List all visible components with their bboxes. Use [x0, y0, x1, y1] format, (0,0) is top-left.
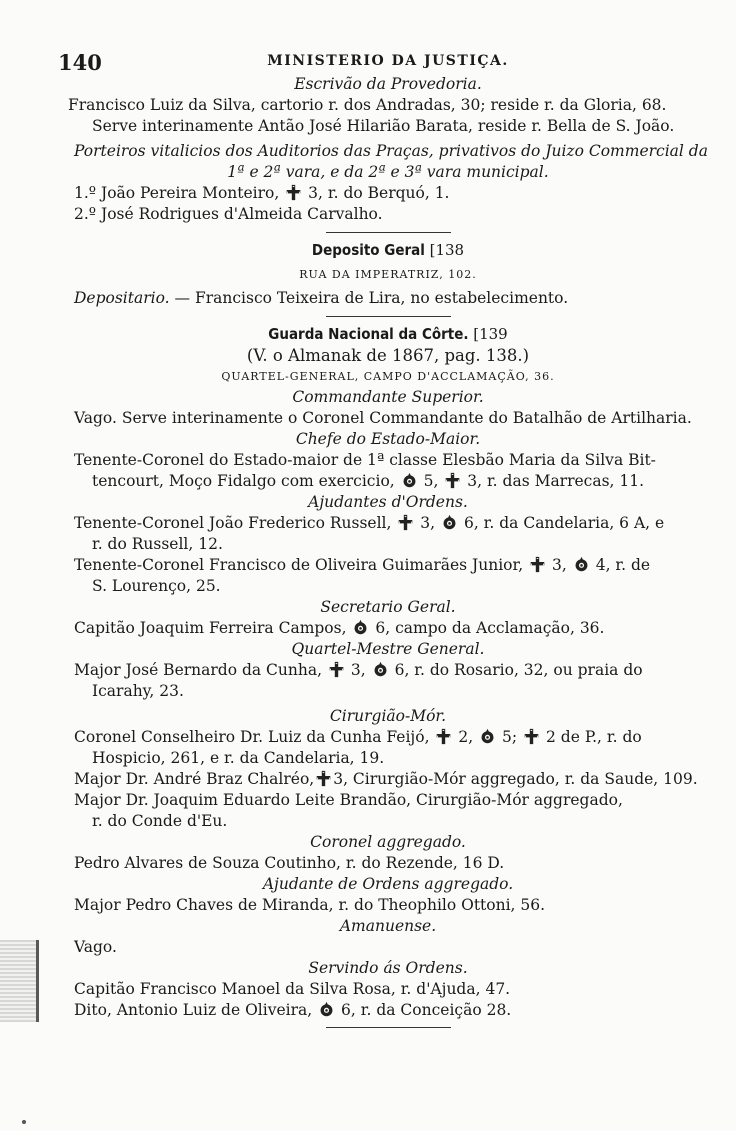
porteiros-entry-2: 2.º José Rodrigues d'Almeida Carvalho. — [74, 205, 383, 223]
secretario-name: Capitão Joaquim Ferreira Campos, — [74, 619, 347, 637]
order-rose-icon — [573, 556, 590, 573]
quartel-name: Major José Bernardo da Cunha, — [74, 661, 323, 679]
chefe-line-2-text: tencourt, Moço Fidalgo com exercicio, — [92, 472, 395, 490]
quartel-address: 6, r. do Rosario, 32, ou praia do — [394, 661, 643, 679]
provedoria-heading: Escrivão da Provedoria. — [294, 75, 482, 93]
order-rose-icon — [441, 514, 458, 531]
commandante-text: Vago. Serve interinamente o Coronel Commandante do Batalhão de Artilharia. — [74, 409, 692, 427]
cirurgiao-2-name: Major Dr. André Braz Chalréo, — [74, 770, 315, 788]
deposito-number: [138 — [429, 241, 465, 259]
order-cross-icon — [523, 728, 540, 745]
provedoria-line-1: Francisco Luiz da Silva, cartorio r. dos Andradas, 30; reside r. da Gloria, 68. — [68, 96, 667, 114]
cirurgiao-heading: Cirurgião-Mór. — [329, 707, 447, 725]
cirurgiao-2 — [74, 769, 702, 790]
order-rose-icon — [352, 619, 369, 636]
order-cross-icon — [397, 514, 414, 531]
commandante-heading: Commandante Superior. — [292, 388, 484, 406]
chefe-rose-grade: 5, — [423, 472, 439, 490]
cirurgiao-1-address: 2 de P., r. do — [546, 728, 642, 746]
cirurgiao-1 — [74, 727, 702, 748]
secretario-address: 6, campo da Acclamação, 36. — [375, 619, 605, 637]
page-mark — [22, 1120, 26, 1124]
order-rose-icon — [479, 728, 496, 745]
deposito-title: Deposito Geral — [311, 241, 425, 259]
secretario-heading: Secretario Geral. — [320, 598, 456, 616]
document-page — [58, 50, 708, 1035]
cirurgiao-1-rose-grade: 5; — [502, 728, 518, 746]
library-stamp-edge — [0, 940, 39, 1022]
order-cross-icon — [315, 770, 332, 787]
ajudantes-heading: Ajudantes d'Ordens. — [308, 493, 468, 511]
deposito-address: RUA DA IMPERATRIZ, 102. — [299, 268, 477, 281]
order-rose-icon — [401, 472, 418, 489]
ajudante-1-address: 6, r. da Candelaria, 6 A, e — [463, 514, 665, 532]
porteiros-entry-1 — [74, 183, 702, 204]
ajudante-2-address: 4, r. de — [595, 556, 651, 574]
quartel-cross-grade: 3, — [350, 661, 366, 679]
page-number: 140 — [58, 50, 102, 75]
order-cross-icon — [435, 728, 452, 745]
section-divider — [326, 232, 451, 233]
ajudante-aggregado-text: Major Pedro Chaves de Miranda, r. do Theophilo Ottoni, 56. — [74, 896, 546, 914]
ajudante-1-name: Tenente-Coronel João Frederico Russell, — [74, 514, 392, 532]
servindo-1: Capitão Francisco Manoel da Silva Rosa, r. d'Ajuda, 47. — [74, 980, 511, 998]
provedoria-line-2: Serve interinamente Antão José Hilarião Barata, reside r. Bella de S. João. — [92, 117, 675, 135]
amanuense-heading: Amanuense. — [339, 917, 437, 935]
guarda-number: [139 — [473, 325, 508, 343]
coronel-text: Pedro Alvares de Souza Coutinho, r. do Rezende, 16 D. — [74, 854, 505, 872]
chefe-address: 3, r. das Marrecas, 11. — [467, 472, 645, 490]
ajudante-1-line-2: r. do Russell, 12. — [92, 535, 223, 553]
guarda-reference: (V. o Almanak de 1867, pag. 138.) — [246, 346, 530, 365]
cirurgiao-3-line-1: Major Dr. Joaquim Eduardo Leite Brandão, Cirurgião-Mór aggregado, — [74, 791, 623, 809]
ajudante-aggregado-heading: Ajudante de Ordens aggregado. — [262, 875, 514, 893]
porteiros-heading-1: Porteiros vitalicios dos Auditorios das Praças, privativos do Juizo Commercial da — [74, 142, 708, 160]
porteiros-heading-2: 1ª e 2ª vara, e da 2ª e 3ª vara municipal. — [227, 163, 549, 181]
servindo-2-name: Dito, Antonio Luiz de Oliveira, — [74, 1001, 313, 1019]
servindo-heading: Servindo ás Ordens. — [308, 959, 468, 977]
order-rose-icon — [318, 1001, 335, 1018]
servindo-2 — [74, 1000, 702, 1021]
cirurgiao-2-detail: 3, Cirurgião-Mór aggregado, r. da Saude, 109. — [333, 770, 698, 788]
ajudante-2 — [74, 555, 702, 576]
servindo-2-address: 6, r. da Conceição 28. — [341, 1001, 512, 1019]
quartel-entry — [74, 660, 702, 681]
deposito-title-line — [74, 240, 702, 261]
depositario-text: — Francisco Teixeira de Lira, no estabelecimento. — [174, 289, 569, 307]
ajudante-2-cross-grade: 3, — [552, 556, 567, 574]
amanuense-text: Vago. — [74, 938, 117, 956]
cirurgiao-1-name: Coronel Conselheiro Dr. Luiz da Cunha Feijó, — [74, 728, 430, 746]
quartel-line-2: Icarahy, 23. — [92, 682, 184, 700]
page-header — [58, 50, 702, 76]
depositario-label: Depositario. — [74, 289, 170, 307]
quartel-heading: Quartel-Mestre General. — [291, 640, 485, 658]
order-rose-icon — [372, 661, 389, 678]
section-divider — [326, 1027, 451, 1028]
porteiros-entry-1-address: 3, r. do Berquó, 1. — [308, 184, 450, 202]
chefe-line-2 — [74, 471, 702, 492]
cirurgiao-1-line-2: Hospicio, 261, e r. da Candelaria, 19. — [92, 749, 385, 767]
ajudante-2-line-2: S. Lourenço, 25. — [92, 577, 221, 595]
order-cross-icon — [285, 184, 302, 201]
order-cross-icon — [328, 661, 345, 678]
order-cross-icon — [444, 472, 461, 489]
guarda-title-line — [74, 324, 702, 345]
section-divider — [326, 316, 451, 317]
chefe-line-1: Tenente-Coronel do Estado-maior de 1ª classe Elesbão Maria da Silva Bit- — [74, 451, 656, 469]
cirurgiao-1-cross-grade: 2, — [458, 728, 474, 746]
ajudante-2-name: Tenente-Coronel Francisco de Oliveira Guimarães Junior, — [74, 556, 524, 574]
cirurgiao-3-line-2: r. do Conde d'Eu. — [92, 812, 228, 830]
order-cross-icon — [529, 556, 546, 573]
coronel-heading: Coronel aggregado. — [310, 833, 466, 851]
ajudante-1-cross-grade: 3, — [420, 514, 436, 532]
secretario-entry — [74, 618, 702, 639]
guarda-title: Guarda Nacional da Côrte. — [268, 325, 469, 343]
ajudante-1 — [74, 513, 702, 534]
porteiros-entry-1-name: 1.º João Pereira Monteiro, — [74, 184, 280, 202]
running-title: MINISTERIO DA JUSTIÇA. — [267, 53, 509, 69]
depositario-line — [74, 288, 702, 309]
guarda-address: QUARTEL-GENERAL, CAMPO D'ACCLAMAÇÃO, 36. — [221, 370, 555, 383]
chefe-heading: Chefe do Estado-Maior. — [295, 430, 481, 448]
